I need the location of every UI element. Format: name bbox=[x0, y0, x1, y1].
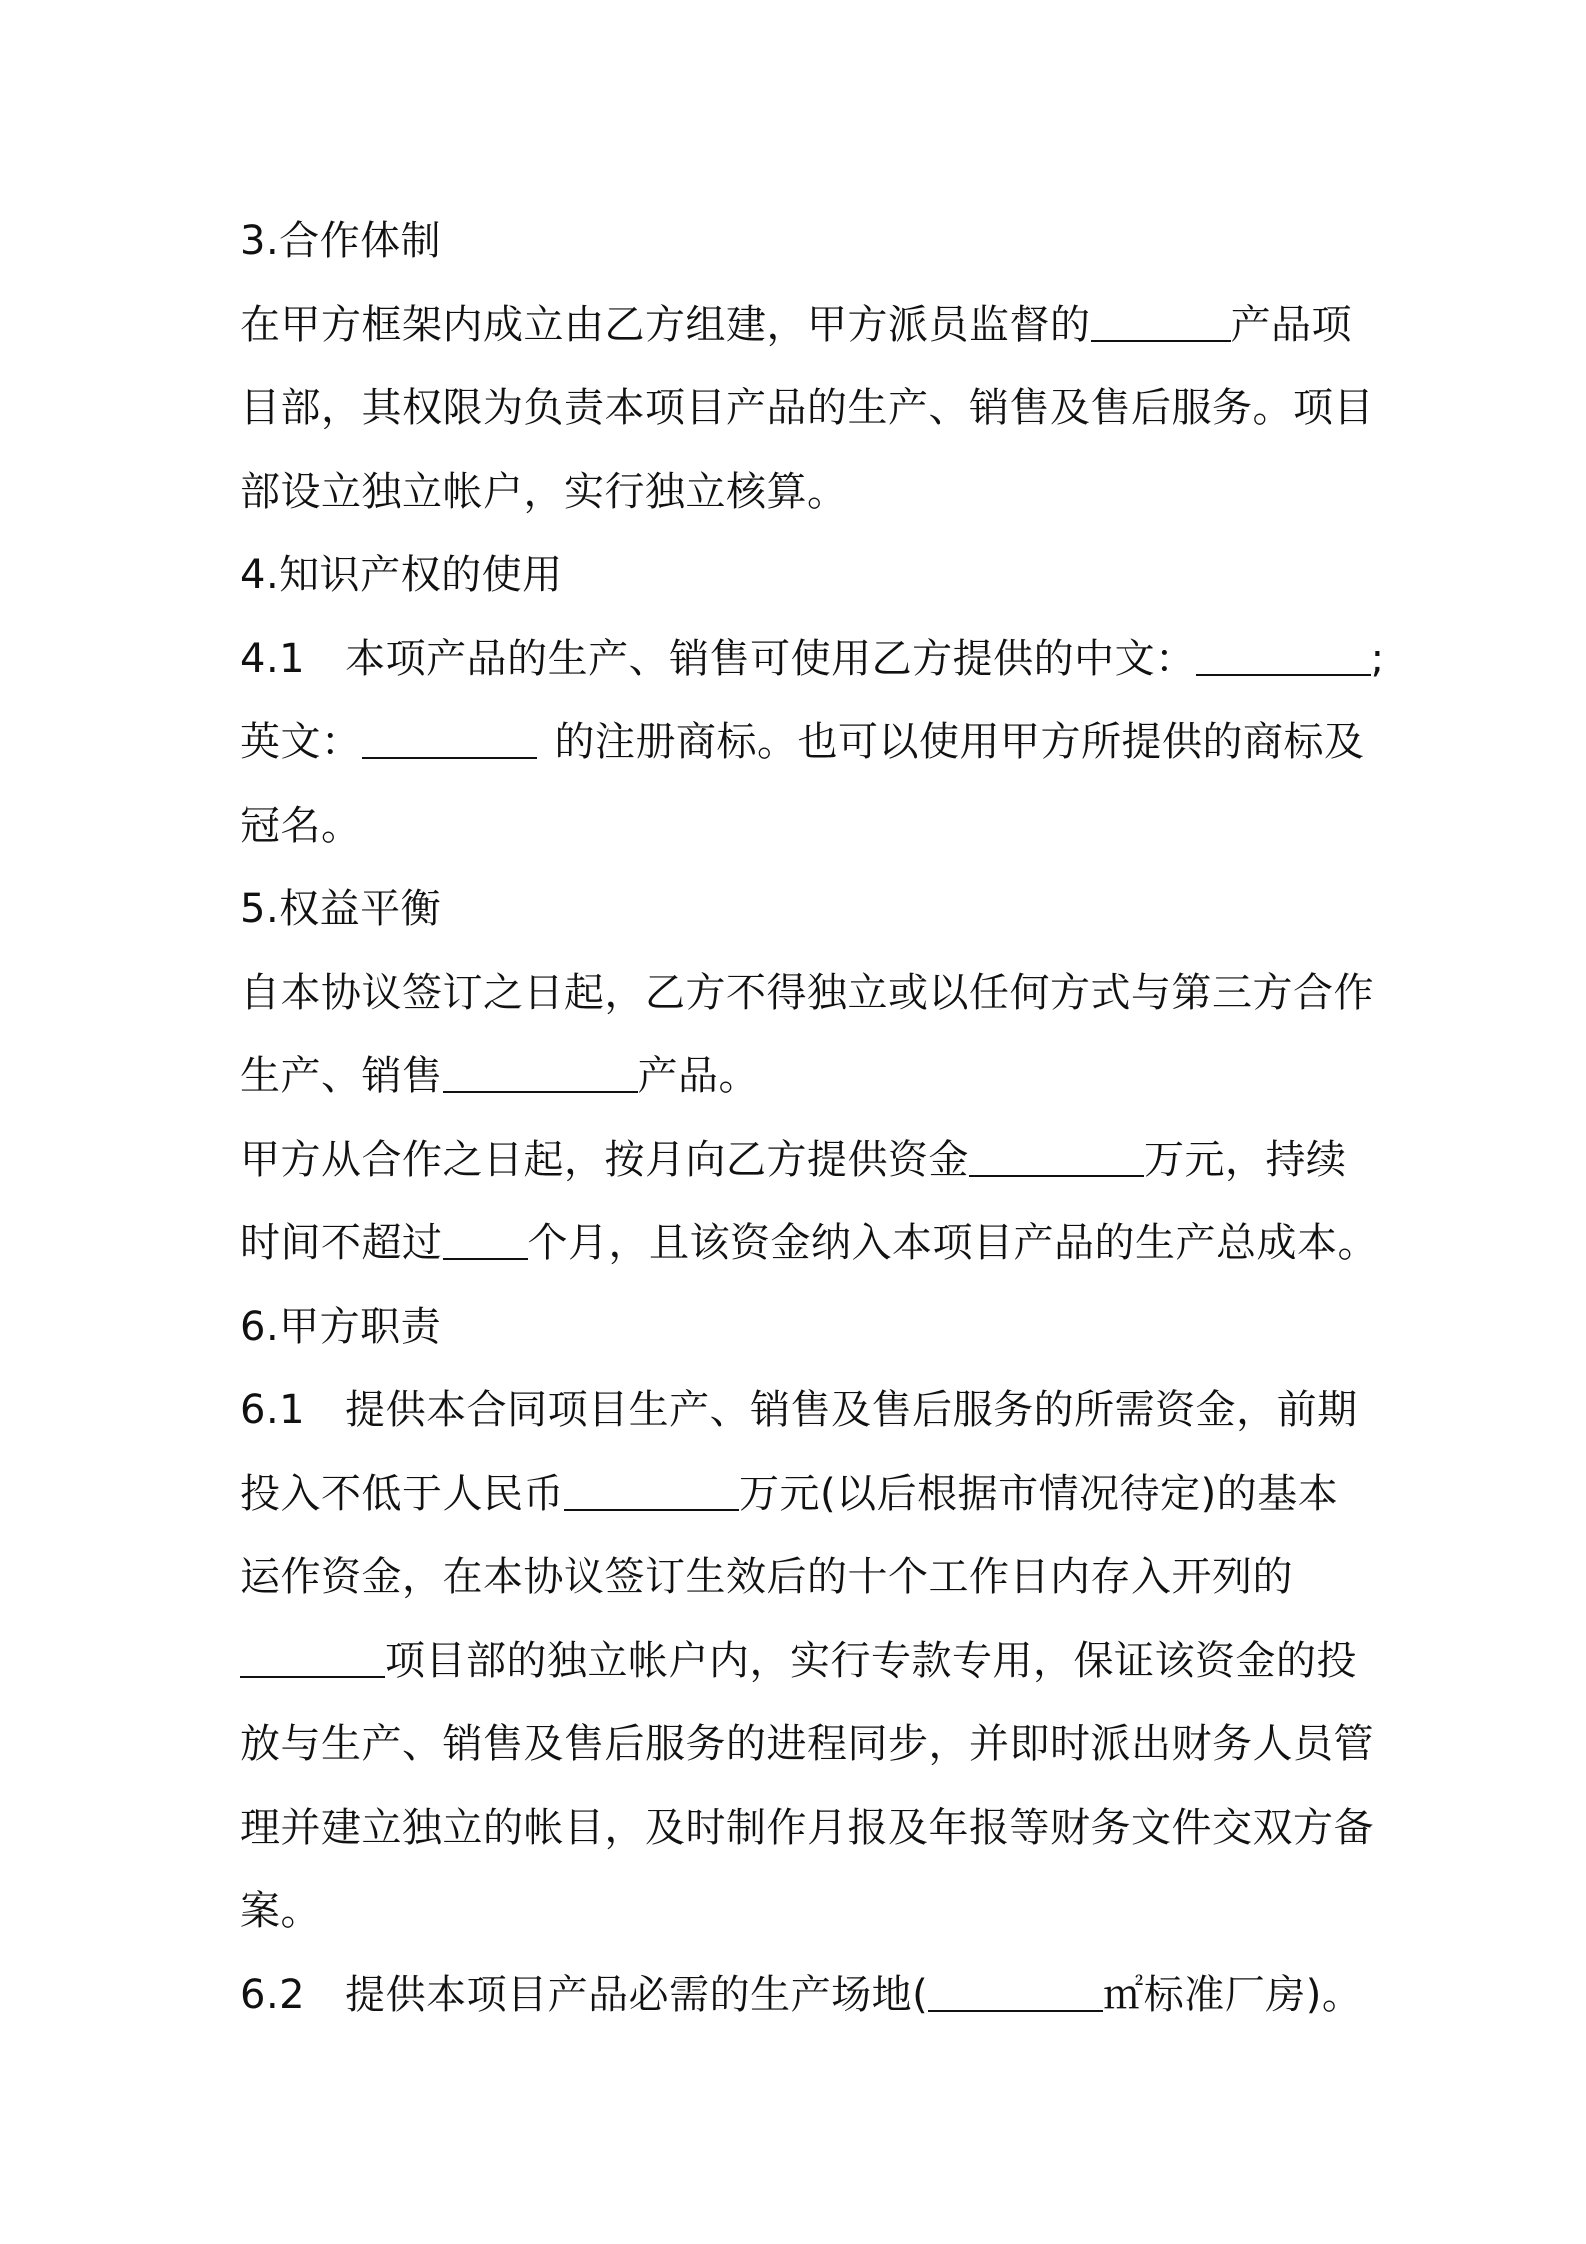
blank-field[interactable] bbox=[969, 1139, 1144, 1177]
section-6-1-line-5: 放与生产、销售及售后服务的进程同步，并即时派出财务人员管 bbox=[240, 1721, 1374, 1767]
section-6-1-line-3: 运作资金，在本协议签订生效后的十个工作日内存入开列的 bbox=[240, 1554, 1293, 1600]
blank-field[interactable] bbox=[564, 1473, 739, 1511]
document-body bbox=[240, 200, 1385, 2037]
section-6-1-line-4: 项目部的独立帐户内，实行专款专用，保证该资金的投 bbox=[240, 1620, 1360, 1704]
section-3-line-3: 部设立独立帐户，实行独立核算。 bbox=[240, 468, 848, 515]
section-3-heading: 3.合作体制 bbox=[240, 218, 442, 264]
section-6-1-line-2: 投入不低于人民币 万元(以后根据市情况待定)的基本 bbox=[240, 1470, 1339, 1517]
blank-field[interactable] bbox=[443, 1222, 528, 1260]
section-4-line-2: 英文： 的注册商标。也可以使用甲方所提供的商标及 bbox=[240, 719, 1365, 765]
blank-field[interactable] bbox=[1196, 638, 1371, 676]
section-6-2-line-1: 6.2 提供本项目产品必需的生产场地( ㎡标准厂房)。 bbox=[240, 1971, 1363, 2018]
blank-field[interactable] bbox=[443, 1055, 638, 1093]
section-4-line-3: 冠名。 bbox=[240, 802, 362, 849]
blank-field[interactable] bbox=[928, 1974, 1103, 2012]
section-5-line-4: 时间不超过 个月，且该资金纳入本项目产品的生产总成本。 bbox=[240, 1220, 1378, 1266]
section-4-line-1: 4.1 本项产品的生产、销售可使用乙方提供的中文： ; bbox=[240, 635, 1385, 682]
section-6-1-line-1: 6.1 提供本合同项目生产、销售及售后服务的所需资金，前期 bbox=[240, 1387, 1358, 1433]
section-6-heading: 6.甲方职责 bbox=[240, 1303, 442, 1350]
blank-field[interactable] bbox=[240, 1640, 385, 1678]
section-6-1-line-6: 理并建立独立的帐目，及时制作月报及年报等财务文件交双方备 bbox=[240, 1804, 1374, 1851]
section-5-line-2: 生产、销售 产品。 bbox=[240, 1053, 759, 1099]
blank-field[interactable] bbox=[362, 721, 537, 759]
section-6-1-line-7: 案。 bbox=[240, 1888, 321, 1934]
section-4-heading: 4.知识产权的使用 bbox=[240, 552, 563, 598]
section-5-heading: 5.权益平衡 bbox=[240, 886, 442, 932]
section-3-line-1: 在甲方框架内成立由乙方组建，甲方派员监督的 产品项 bbox=[240, 301, 1352, 348]
section-5-line-1: 自本协议签订之日起，乙方不得独立或以任何方式与第三方合作 bbox=[240, 969, 1374, 1016]
section-5-line-3: 甲方从合作之日起，按月向乙方提供资金 万元，持续 bbox=[240, 1136, 1347, 1183]
blank-field[interactable] bbox=[1091, 304, 1231, 342]
section-3-line-2: 目部，其权限为负责本项目产品的生产、销售及售后服务。项目 bbox=[240, 385, 1374, 431]
